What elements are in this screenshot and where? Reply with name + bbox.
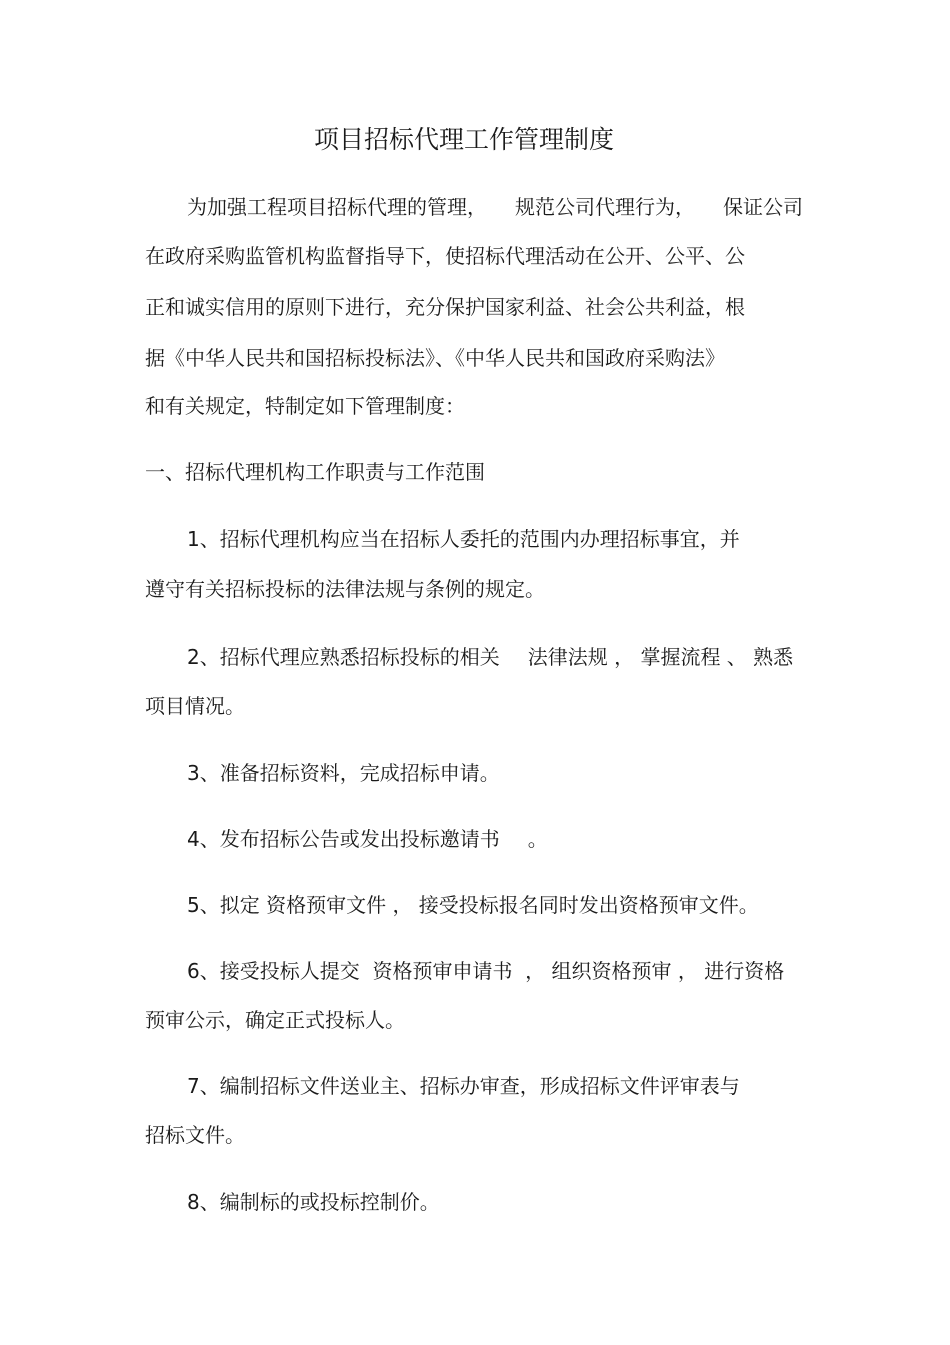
document-title: 项目招标代理工作管理制度 xyxy=(313,125,614,154)
item-2-line-1 xyxy=(187,642,793,672)
intro-line-1-part-b: 规范公司代理行为， xyxy=(515,195,695,219)
item-4-line-1-part-b: 。 xyxy=(527,827,548,851)
item-1-line-1: 1、招标代理机构应当在招标人委托的范围内办理招标事宜，并 xyxy=(187,527,740,551)
item-2-line-1-part-a: 2、招标代理应熟悉招标投标的相关 xyxy=(187,645,500,669)
item-7-line-2: 招标文件。 xyxy=(145,1123,245,1147)
intro-line-3: 正和诚实信用的原则下进行，充分保护国家利益、社会公共利益，根 xyxy=(145,295,745,319)
item-4-line-1 xyxy=(187,824,548,854)
item-4-line-1-part-a: 4、发布招标公告或发出投标邀请书 xyxy=(187,827,500,851)
section-heading: 一、招标代理机构工作职责与工作范围 xyxy=(145,460,485,484)
intro-line-2: 在政府采购监管机构监督指导下，使招标代理活动在公开、公平、公 xyxy=(145,244,745,268)
intro-line-4: 据《中华人民共和国招标投标法》、《中华人民共和国政府采购法》 xyxy=(145,346,725,370)
item-1-line-2: 遵守有关招标投标的法律法规与条例的规定。 xyxy=(145,577,545,601)
item-6-line-1: 6、接受投标人提交 资格预审申请书 ， 组织资格预审 ， 进行资格 xyxy=(187,959,785,983)
item-7-line-1: 7、编制招标文件送业主、招标办审查，形成招标文件评审表与 xyxy=(187,1074,740,1098)
item-5-line-1: 5、拟定 资格预审文件 ， 接受投标报名同时发出资格预审文件。 xyxy=(187,893,759,917)
item-8-line-1: 8、编制标的或投标控制价。 xyxy=(187,1190,440,1214)
item-2-line-2: 项目情况。 xyxy=(145,694,245,718)
item-6-line-2: 预审公示，确定正式投标人。 xyxy=(145,1008,405,1032)
intro-line-5: 和有关规定，特制定如下管理制度： xyxy=(145,394,465,418)
intro-line-1 xyxy=(187,192,803,222)
intro-line-1-part-a: 为加强工程项目招标代理的管理， xyxy=(187,195,487,219)
item-2-line-1-part-b: 法律法规 ， 掌握流程 、 熟悉 xyxy=(527,645,794,669)
item-3-line-1: 3、准备招标资料，完成招标申请。 xyxy=(187,761,500,785)
intro-line-1-part-c: 保证公司 xyxy=(723,195,803,219)
